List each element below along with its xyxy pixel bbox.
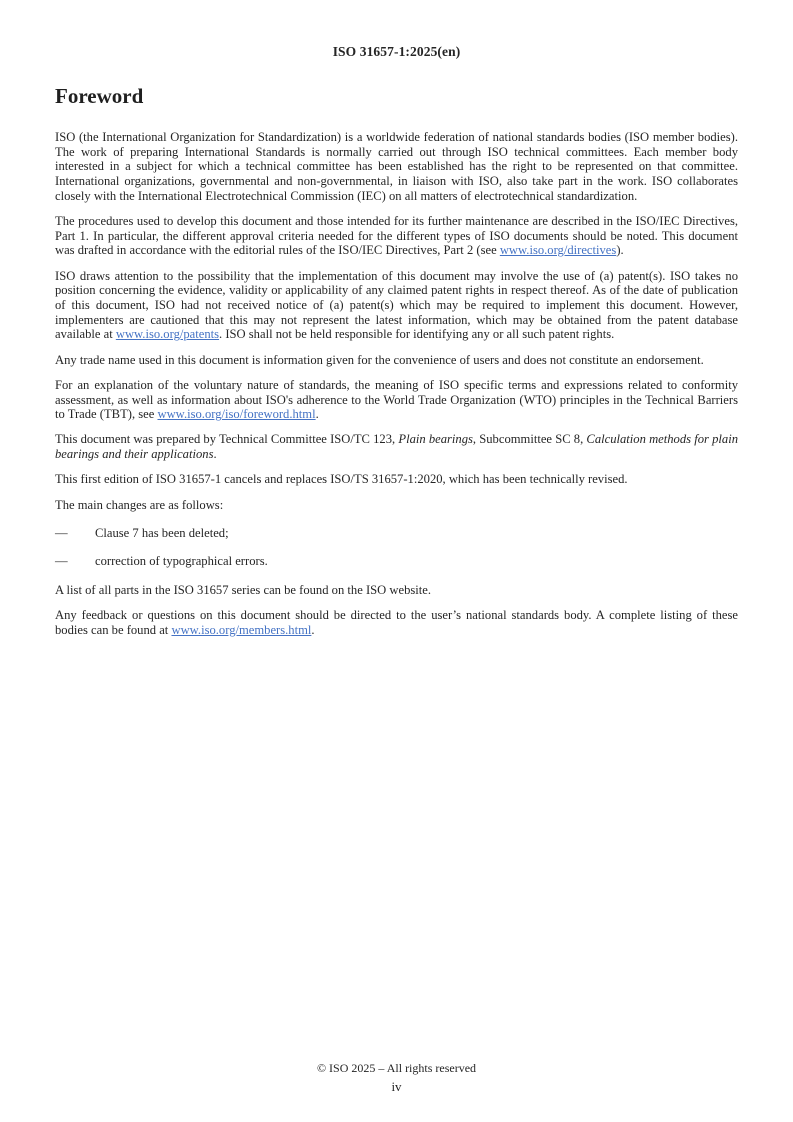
page-content (55, 84, 738, 648)
page-title: Foreword (55, 84, 144, 108)
paragraph-text: . (311, 622, 315, 637)
paragraph-text: This first edition of ISO 31657-1 cancels and replaces ISO/TS 31657-1:2020, which has been technically revised. (55, 472, 628, 487)
patents-link[interactable]: www.iso.org/patents (115, 327, 220, 342)
paragraph-first-edition (55, 472, 738, 487)
paragraph-text: ). (616, 243, 624, 258)
paragraph-text: This document was prepared by Technical Committee ISO/TC 123, (55, 432, 399, 447)
paragraph-text: ISO draws attention to the possibility that the implementation of this document may involve the use of (a) patent(s). ISO takes no position concerning the evidence, validity or applicability of any claimed patent rights in respect thereof. As of the date of publication of this document, ISO had not received notice of (a) patent(s) which may be required to implement this document. However, implementers are cautioned that this may not represent the latest information, which may be obtained from the patent database available at (55, 268, 738, 342)
paragraph-text: Any feedback or questions on this document should be directed to the user’s national standards body. A complete listing of these bodies can be found at (55, 607, 738, 637)
directives-link[interactable]: www.iso.org/directives (499, 243, 617, 258)
running-header: ISO 31657-1:2025(en) (332, 44, 461, 59)
members-link[interactable]: www.iso.org/members.html (171, 622, 312, 637)
footer-copyright: © ISO 2025 – All rights reserved (316, 1061, 477, 1075)
list-item-text: Clause 7 has been deleted; (95, 526, 229, 541)
paragraph-series-list (55, 583, 738, 598)
paragraph-voluntary-nature (55, 378, 738, 422)
list-item (55, 554, 738, 569)
paragraph-text: . ISO shall not be held responsible for identifying any or all such patent rights. (219, 327, 615, 342)
paragraph-text: For an explanation of the voluntary nature of standards, the meaning of ISO specific terms and expressions related to conformity assessment, as well as information about ISO's adherence to the World Trade Organization (WTO) principles in the Technical Barriers to Trade (TBT), see (55, 377, 738, 422)
list-item (55, 526, 738, 541)
paragraph-text: Any trade name used in this document is information given for the convenience of users and does not constitute an endorsement. (55, 352, 704, 367)
paragraph-procedures (55, 214, 738, 258)
paragraph-text: , Subcommittee SC 8, (472, 432, 587, 447)
foreword-link[interactable]: www.iso.org/iso/foreword.html (157, 407, 316, 422)
paragraph-text: The procedures used to develop this document and those intended for its further maintenance are described in the ISO/IEC Directives, Part 1. In particular, the different approval criteria needed for the different types of ISO documents should be noted. This document was drafted in accordance with the editorial rules of the ISO/IEC Directives, Part 2 (see (55, 214, 738, 258)
dash-bullet: — (55, 526, 68, 541)
paragraph-text: A list of all parts in the ISO 31657 series can be found on the ISO website. (55, 582, 431, 597)
list-item-text: correction of typographical errors. (95, 553, 268, 568)
paragraph-patents (55, 269, 738, 343)
dash-bullet: — (55, 553, 68, 568)
paragraph-text: ISO (the International Organization for Standardization) is a worldwide federation of national standards bodies (ISO member bodies). The work of preparing International Standards is normally carried out through ISO technical committees. Each member body interested in a subject for which a technical committee has been established has the right to be represented on that committee. International organizations, governmental and non-governmental, in liaison with ISO, also take part in the work. ISO collaborates closely with the International Electrotechnical Commission (IEC) on all matters of electrotechnical standardization. (55, 130, 738, 203)
paragraph-text: . (213, 447, 217, 462)
footer-page-number: iv (391, 1079, 402, 1094)
paragraph-feedback (55, 608, 738, 637)
changes-list (55, 526, 738, 568)
subcommittee-name: Calculation methods for plain bearings and their applications (55, 432, 739, 462)
paragraph-trade-name (55, 353, 738, 368)
paragraph-main-changes (55, 498, 738, 513)
committee-name: Plain bearings (398, 432, 473, 447)
paragraph-text: The main changes are as follows: (55, 497, 224, 512)
paragraph-committee (55, 432, 738, 461)
paragraph-iso-federation (55, 130, 738, 204)
paragraph-text: . (315, 407, 319, 422)
